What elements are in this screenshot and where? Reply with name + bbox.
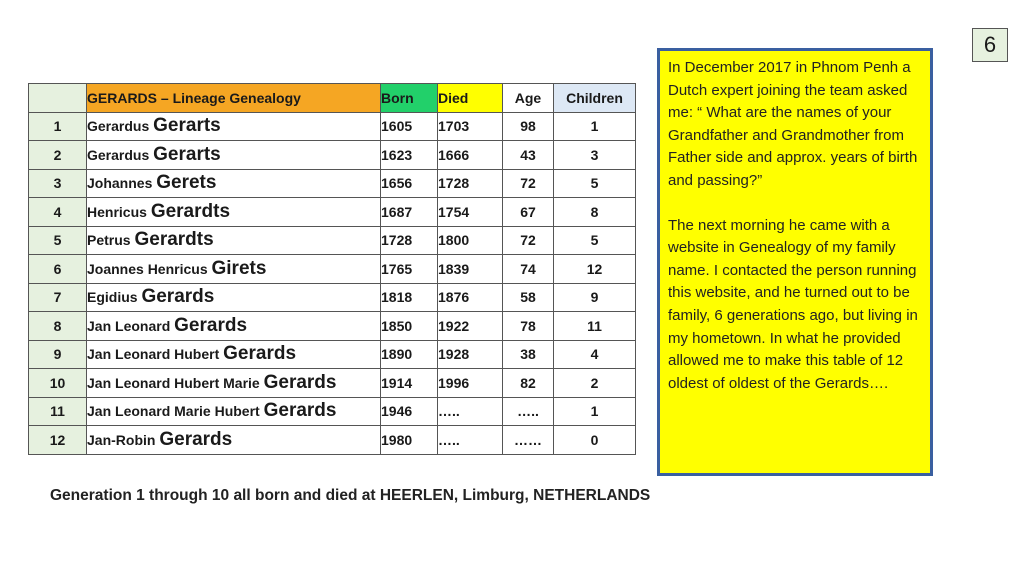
age: …… xyxy=(503,426,554,455)
died-year: 1876 xyxy=(438,283,503,312)
person-name xyxy=(87,283,381,312)
born-year: 1890 xyxy=(381,340,438,369)
table-body xyxy=(29,112,636,454)
died-year: 1703 xyxy=(438,112,503,141)
table-row xyxy=(29,340,636,369)
person-name xyxy=(87,426,381,455)
died-year: 1996 xyxy=(438,369,503,398)
born-year: 1914 xyxy=(381,369,438,398)
age: 72 xyxy=(503,169,554,198)
row-number: 7 xyxy=(29,283,87,312)
age: 72 xyxy=(503,226,554,255)
children-count: 2 xyxy=(554,369,636,398)
age: 43 xyxy=(503,141,554,170)
footnote: Generation 1 through 10 all born and died at HEERLEN, Limburg, NETHERLANDS xyxy=(50,487,651,504)
surname: Gerards xyxy=(174,314,248,336)
died-year: 1666 xyxy=(438,141,503,170)
story-paragraph-1: In December 2017 in Phnom Penh a Dutch expert joining the team asked me: “ What are the names of your Grandfather and Grandmother from Father side and approx. years of birth and passing?” xyxy=(668,59,918,189)
given-names: Jan Leonard Marie Hubert xyxy=(87,403,260,420)
given-names: Henricus xyxy=(87,203,147,220)
lineage-table xyxy=(28,83,636,455)
table-header-row xyxy=(29,84,636,113)
table-row xyxy=(29,283,636,312)
surname: Gerards xyxy=(223,343,297,365)
given-names: Jan Leonard Hubert xyxy=(87,346,220,363)
born-year: 1946 xyxy=(381,397,438,426)
header-age: Age xyxy=(503,84,554,113)
row-number: 4 xyxy=(29,198,87,227)
person-name xyxy=(87,397,381,426)
died-year: 1839 xyxy=(438,255,503,284)
born-year: 1623 xyxy=(381,141,438,170)
surname: Gerets xyxy=(156,172,217,194)
died-year: ….. xyxy=(438,397,503,426)
table-row xyxy=(29,255,636,284)
born-year: 1656 xyxy=(381,169,438,198)
died-year: 1754 xyxy=(438,198,503,227)
born-year: 1605 xyxy=(381,112,438,141)
age: 67 xyxy=(503,198,554,227)
table-row xyxy=(29,198,636,227)
person-name xyxy=(87,340,381,369)
person-name xyxy=(87,312,381,341)
row-number: 2 xyxy=(29,141,87,170)
surname: Gerards xyxy=(141,286,215,308)
row-number: 8 xyxy=(29,312,87,341)
header-children: Children xyxy=(554,84,636,113)
born-year: 1728 xyxy=(381,226,438,255)
age: 82 xyxy=(503,369,554,398)
row-number: 5 xyxy=(29,226,87,255)
row-number: 6 xyxy=(29,255,87,284)
born-year: 1850 xyxy=(381,312,438,341)
children-count: 0 xyxy=(554,426,636,455)
row-number: 1 xyxy=(29,112,87,141)
table-row xyxy=(29,369,636,398)
age: 78 xyxy=(503,312,554,341)
surname: Gerards xyxy=(263,371,337,393)
children-count: 4 xyxy=(554,340,636,369)
died-year: ….. xyxy=(438,426,503,455)
age: 58 xyxy=(503,283,554,312)
header-title: GERARDS – Lineage Genealogy xyxy=(87,84,381,113)
given-names: Jan Leonard xyxy=(87,317,171,334)
given-names: Egidius xyxy=(87,289,138,306)
given-names: Jan-Robin xyxy=(87,431,156,448)
children-count: 1 xyxy=(554,397,636,426)
row-number: 3 xyxy=(29,169,87,198)
person-name xyxy=(87,226,381,255)
given-names: Jan Leonard Hubert Marie xyxy=(87,374,260,391)
died-year: 1928 xyxy=(438,340,503,369)
header-born: Born xyxy=(381,84,438,113)
children-count: 8 xyxy=(554,198,636,227)
table-row xyxy=(29,397,636,426)
story-paragraph-2: The next morning he came with a website in Genealogy of my family name. I contacted the person running this website, and he turned out to be family, 6 generations ago, but living in my hometown. In what he provided allowed me to make this table of 12 oldest of oldest of the Gerards…. xyxy=(668,216,918,392)
person-name xyxy=(87,141,381,170)
table-row xyxy=(29,426,636,455)
surname: Gerards xyxy=(263,400,337,422)
row-number: 12 xyxy=(29,426,87,455)
surname: Gerarts xyxy=(153,143,221,165)
children-count: 12 xyxy=(554,255,636,284)
given-names: Gerardus xyxy=(87,118,150,135)
born-year: 1765 xyxy=(381,255,438,284)
page-number: 6 xyxy=(972,28,1008,62)
children-count: 5 xyxy=(554,169,636,198)
died-year: 1922 xyxy=(438,312,503,341)
died-year: 1728 xyxy=(438,169,503,198)
header-died: Died xyxy=(438,84,503,113)
table-row xyxy=(29,169,636,198)
children-count: 1 xyxy=(554,112,636,141)
person-name xyxy=(87,198,381,227)
children-count: 9 xyxy=(554,283,636,312)
surname: Gerardts xyxy=(134,229,214,251)
born-year: 1818 xyxy=(381,283,438,312)
person-name xyxy=(87,169,381,198)
table-row xyxy=(29,226,636,255)
children-count: 5 xyxy=(554,226,636,255)
table-row xyxy=(29,112,636,141)
children-count: 11 xyxy=(554,312,636,341)
given-names: Gerardus xyxy=(87,146,150,163)
born-year: 1980 xyxy=(381,426,438,455)
age: ….. xyxy=(503,397,554,426)
row-number: 11 xyxy=(29,397,87,426)
surname: Girets xyxy=(211,257,267,279)
table-row xyxy=(29,312,636,341)
row-number: 9 xyxy=(29,340,87,369)
person-name xyxy=(87,369,381,398)
header-number xyxy=(29,84,87,113)
table-row xyxy=(29,141,636,170)
age: 74 xyxy=(503,255,554,284)
surname: Gerarts xyxy=(153,115,221,137)
children-count: 3 xyxy=(554,141,636,170)
surname: Gerards xyxy=(159,428,233,450)
given-names: Johannes xyxy=(87,175,153,192)
given-names: Petrus xyxy=(87,232,131,249)
age: 98 xyxy=(503,112,554,141)
age: 38 xyxy=(503,340,554,369)
born-year: 1687 xyxy=(381,198,438,227)
given-names: Joannes Henricus xyxy=(87,260,208,277)
surname: Gerardts xyxy=(150,200,231,222)
died-year: 1800 xyxy=(438,226,503,255)
row-number: 10 xyxy=(29,369,87,398)
person-name xyxy=(87,112,381,141)
person-name xyxy=(87,255,381,284)
story-box xyxy=(657,48,933,476)
